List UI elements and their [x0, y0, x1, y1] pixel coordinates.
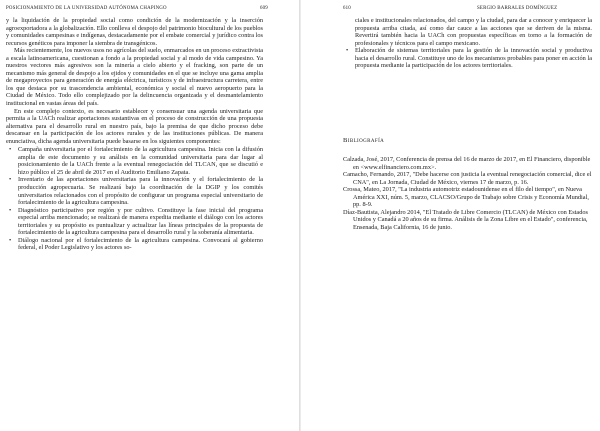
list-item: • Inventario de las aportaciones universitarias para la innovación y el fortalecimiento de la producción agropecuaria. Se realizará bajo la coordinación de la DGIP y los comités universitarios relacionados con el propósito de configurar un programa especial universitario de fortalecimiento de la agricultura campesina.	[9, 176, 263, 207]
bullet-icon: •	[9, 176, 12, 184]
left-running-head: POSICIONAMIENTO DE LA UNIVERSIDAD AUTÓNOMA CHAPINGO	[6, 6, 167, 11]
right-text-column	[343, 17, 592, 70]
reference-item: Calzada, José, 2017, Conferencia de prensa del 16 de marzo de 2017, en El Financiero, disponible en <www.elfinanciero.com.mx>.	[343, 156, 591, 171]
bibliography-heading: Bibliografía	[343, 137, 385, 144]
left-page-number: 609	[260, 6, 268, 11]
list-item: • Diagnóstico participativo por región y por cultivo. Constituye la fase inicial del programa especial arriba mencionado; se realizará de manera expedita mediante el diálogo con los actores territoriales y su propósito es puntualizar y actualizar las líneas principales de la propuesta de fortalecimiento de la agricultura campesina para el desarrollo rural y la soberanía alimentaria.	[9, 206, 263, 237]
reference-item: Díaz-Bautista, Alejandro 2014, "El Tratado de Libre Comercio (TLCAN) de México con Estados Unidos y Canadá a 20 años de su firma. Análisis de la Zona Libre en el Estado", conferencia, Ensenada, Baja California, 16 de junio.	[343, 208, 588, 231]
right-page	[301, 0, 600, 431]
bullet-icon: •	[9, 236, 12, 244]
bullet-icon: •	[346, 47, 349, 55]
reference-item: Crossa, Mateo, 2017, "La industria automotriz estadounidense en el filo del tiempo", en Nueva América XXI, núm. 5, marzo, CLACSO/Grupo de Trabajo sobre Crisis y Economía Mundial, pp. 8-9.	[343, 186, 589, 209]
continued-list	[343, 17, 592, 70]
agenda-list	[6, 146, 263, 252]
right-running-head: SERGIO BARRALES DOMÍNGUEZ	[477, 6, 558, 11]
bullet-icon: •	[9, 206, 12, 214]
list-item: • Elaboración de sistemas territoriales para la gestión de la innovación social y productiva hacia el desarrollo rural. Constituye uno de los mecanismos probables para poner en acción la propuesta mediante la participación de los actores territoriales.	[346, 47, 592, 70]
list-item: • Diálogo nacional por el fortalecimiento de la agricultura campesina. Convocará al gobierno federal, el Poder Legislativo y los actores so-	[9, 236, 263, 252]
paragraph: Más recientemente, los nuevos usos no agrícolas del suelo, enmarcados en un proceso extractivista a escala latinoamericana, cuestionan a fondo a la propiedad social y al modo de vida campesino. Ya nuestros vectores más agresivos son la minería a cielo abierto y el fracking, son parte de un mecanismo más general de despojo a los ejidos y comunidades en el que se incluye una gama amplia de megaproyectos para generación de energía eléctrica, turísticos y de infraestructura carretera, entre los que destaca por su trascendencia ambiental, económica y social el nuevo aeropuerto para la Ciudad de México. Todo ello complejizado por la delincuencia organizada y el desmantelamiento institucional en vastas áreas del país.	[6, 47, 263, 108]
reference-item: Camacho, Fernando, 2017, "Debe hacerse con justicia la eventual renegociación comercial, dice el CNA", en La Jornada, Ciudad de México, viernes 17 de marzo, p. 16.	[343, 171, 592, 186]
paragraph: y la liquidación de la propiedad social como condición de la modernización y la inserción agroexportadora a la globalización. Ello conlleva el despojo del patrimonio biocultural de los pueblos y comunidades campesinas e indígenas, destacadamente por el embate comercial y jurídico contra los recursos genéticos para imponer la siembra de transgénicos.	[6, 17, 263, 47]
left-page	[0, 0, 299, 431]
paragraph: En este complejo contexto, es necesario establecer y consensuar una agenda universitaria que permita a la UACh realizar aportaciones sustantivas en el proceso de construcción de una propuesta alternativa para el desarrollo rural en nuestro país, bajo la premisa de que dicho proceso debe descansar en la participación de los actores rurales y de las instituciones públicas. De manera enunciativa, dicha agenda universitaria puede basarse en los siguientes componentes:	[6, 107, 263, 145]
left-text-column	[6, 17, 263, 252]
list-item-continuation: ciales e institucionales relacionados, del campo y la ciudad, para dar a conocer y enriquecer la propuesta arriba citada, así como dar cauce a las acciones que se deriven de la misma. Revertirá también hacia la UACh con propuestas específicas en torno a la formación de profesionales y técnicos para el campo mexicano.	[355, 17, 592, 47]
reference-list	[343, 156, 592, 231]
list-item: • Campaña universitaria por el fortalecimiento de la agricultura campesina. Inicia con la difusión amplia de este documento y su análisis en la comunidad universitaria para dar lugar al posicionamiento de la UACh frente a la eventual renegociación del TLCAN, que se discutió e hizo público el 25 de abril de 2017 en el Auditorio Emiliano Zapata.	[9, 146, 263, 176]
bullet-icon: •	[9, 146, 12, 154]
right-page-number: 610	[343, 6, 351, 11]
